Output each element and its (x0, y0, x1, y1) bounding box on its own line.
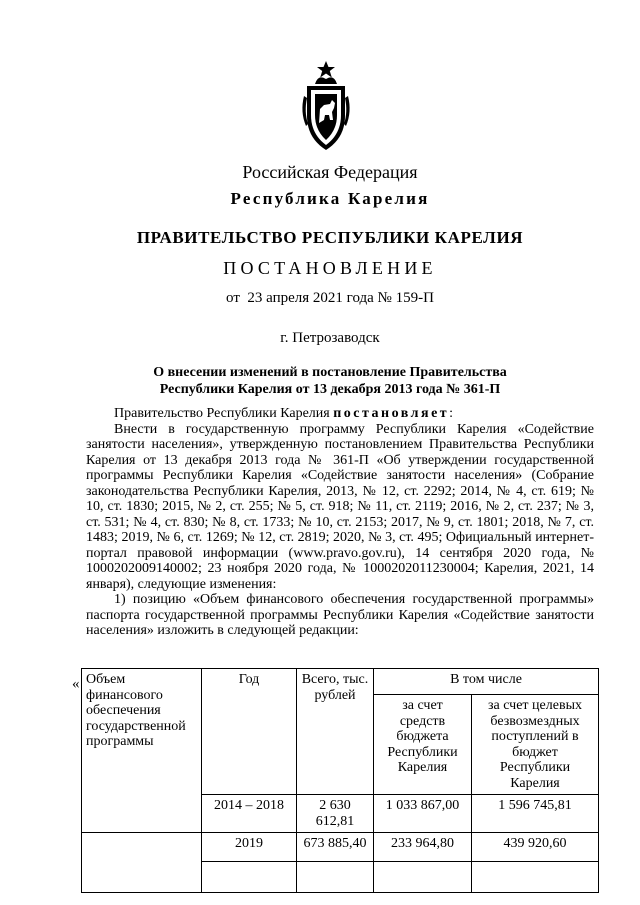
header-year: Год (202, 669, 297, 795)
cell-budget: 1 033 867,00 (374, 795, 472, 833)
table-header-row (82, 669, 599, 695)
cell-empty (202, 862, 297, 893)
preamble (86, 406, 594, 422)
header-total: Всего, тыс. рублей (297, 669, 374, 795)
body-paragraph: Внести в государственную программу Республики Карелия «Содействие занятости населения», утвержденную постановлением Правительства Республики Карелия от 13 декабря 2013 года № 361-П «Об утверждении государственной программы Республики Карелия «Содействие занятости населения» (Собрание законодательства Республики Карелия, 2013, № 12, ст. 2292; 2014, № 4, ст. 619; № 10, ст. 1830; 2015, № 2, ст. 255; № 5, ст. 918; № 11, ст. 2119; 2016, № 2, ст. 237; № 3, ст. 531; № 4, ст. 830; № 8, ст. 1733; № 10, ст. 2153; 2017, № 9, ст. 1801; 2018, № 7, ст. 1483; 2019, № 6, ст. 1269; № 12, ст. 2819; 2020, № 3, ст. 495; Официальный интернет-портал правовой информации (www.pravo.gov.ru), 14 сентября 2020 года, № 1000202009140002; 23 ноября 2020 года, № 1000202011230004; Карелия, 2021, 14 января), следующие изменения: (86, 421, 594, 592)
republic-name: Республика Карелия (230, 189, 430, 208)
preamble-verb: постановляет (333, 406, 450, 421)
open-quote: « (72, 676, 80, 692)
document-type: ПОСТАНОВЛЕНИЕ (223, 258, 437, 278)
cell-total: 2 630 612,81 (297, 795, 374, 833)
table-row (82, 833, 599, 862)
subject-line: Республики Карелия от 13 декабря 2013 года № 361-П (159, 382, 501, 397)
cell-total: 673 885,40 (297, 833, 374, 862)
position-label-cell: Объем финансового обеспечения государственной программы (82, 669, 202, 833)
preamble-text: Правительство Республики Карелия (114, 406, 334, 421)
cell-grants: 1 596 745,81 (472, 795, 599, 833)
cell-year: 2019 (202, 833, 297, 862)
cell-empty (297, 862, 374, 893)
cell-budget: 233 964,80 (374, 833, 472, 862)
document-date-number: от 23 апреля 2021 года № 159-П (226, 290, 434, 306)
header-grants: за счет целевых безвозмездных поступлений в бюджет Республики Карелия (472, 695, 599, 795)
funding-table (81, 668, 599, 893)
cell-year: 2014 – 2018 (202, 795, 297, 833)
cell-empty (472, 862, 599, 893)
header-budget: за счет средств бюджета Республики Карелия (374, 695, 472, 795)
header-including: В том числе (374, 669, 599, 695)
cell-grants: 439 920,60 (472, 833, 599, 862)
position-label-cell-cont (82, 833, 202, 893)
country-name: Российская Федерация (242, 162, 418, 182)
document-body (86, 406, 594, 639)
document-subject (60, 364, 600, 398)
document-city: г. Петрозаводск (280, 330, 380, 346)
cell-empty (374, 862, 472, 893)
subject-line: О внесении изменений в постановление Правительства (153, 365, 507, 380)
preamble-colon: : (449, 406, 454, 421)
body-paragraph: 1) позицию «Объем финансового обеспечения государственной программы» паспорта государственной программы Республики Карелия «Содействие занятости населения» изложить в следующей редакции: (86, 592, 594, 638)
karelia-coat-of-arms-icon (298, 60, 354, 152)
issuer-title: ПРАВИТЕЛЬСТВО РЕСПУБЛИКИ КАРЕЛИЯ (136, 228, 524, 247)
